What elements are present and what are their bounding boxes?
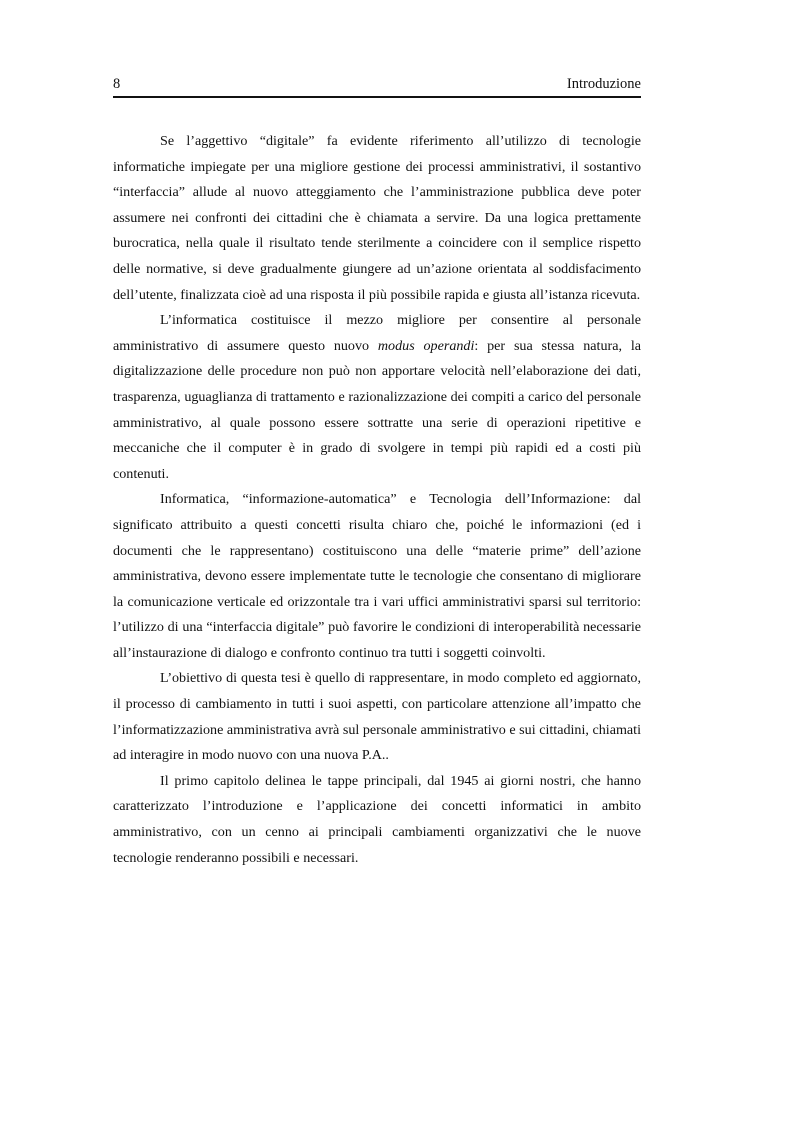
paragraph-3: Informatica, “informazione-automatica” e Tecnologia dell’Informazione: dal significato attribuito a questi concetti risulta chiaro che, poiché le informazioni (ed i documenti che le rappresentano) costituiscono una delle “materie prime” dell’azione amministrativa, devono essere implementate tutte le tecnologie che consentano di migliorare la comunicazione verticale ed orizzontale tra i vari uffici amministrativi sparsi sul territorio: l’utilizzo di una “interfaccia digitale” può favorire le condizioni di interoperabilità necessarie all’instaurazione di dialogo e confronto continuo tra tutti i soggetti coinvolti.	[113, 491, 641, 661]
paragraph-5: Il primo capitolo delinea le tappe principali, dal 1945 ai giorni nostri, che hanno caratterizzato l’introduzione e l’applicazione dei concetti informatici in ambito amministrativo, con un cenno ai principali cambiamenti organizzativi che le nuove tecnologie renderanno possibili e necessari.	[113, 772, 641, 866]
paragraph-2	[113, 308, 641, 487]
paragraph-2-text-start: L’informatica costituisce il mezzo migliore per consentire al personale amministrativo di assumere questo nuovo	[113, 312, 641, 354]
paragraph-4: L’obiettivo di questa tesi è quello di rappresentare, in modo completo ed aggiornato, il processo di cambiamento in tutti i suoi aspetti, con particolare attenzione all’impatto che l’informatizzazione amministrativa avrà sul personale amministrativo e sui cittadini, chiamati ad interagire in modo nuovo con una nuova P.A..	[113, 670, 641, 764]
page-header	[113, 74, 641, 96]
paragraph-1: Se l’aggettivo “digitale” fa evidente riferimento all’utilizzo di tecnologie informatiche impiegate per una migliore gestione dei processi amministrativi, il sostantivo “interfaccia” allude al nuovo atteggiamento che l’amministrazione pubblica deve poter assumere nei confronti dei cittadini che è chiamata a servire. Da una logica prettamente burocratica, nella quale il risultato tende sterilmente a coincidere con il semplice rispetto delle normative, si deve gradualmente giungere ad un’azione orientata al soddisfacimento dell’utente, finalizzata cioè ad una risposta il più possibile rapida e giusta all’istanza ricevuta.	[113, 133, 641, 303]
body-text	[113, 129, 641, 871]
paragraph-2-text-end: : per sua stessa natura, la digitalizzazione delle procedure non può non apportare velocità nell’elaborazione dei dati, trasparenza, uguaglianza di trattamento e razionalizzazione dei compiti a carico del personale amministrativo, al quale possono essere sottratte una serie di operazioni ripetitive e meccaniche che il computer è in grado di svolgere in tempi più rapidi ed a costi più contenuti.	[113, 337, 641, 482]
header-rule	[113, 96, 641, 98]
page-number: 8	[113, 76, 121, 92]
running-title: Introduzione	[566, 76, 641, 92]
paragraph-2-italic-term: modus operandi	[377, 337, 475, 354]
